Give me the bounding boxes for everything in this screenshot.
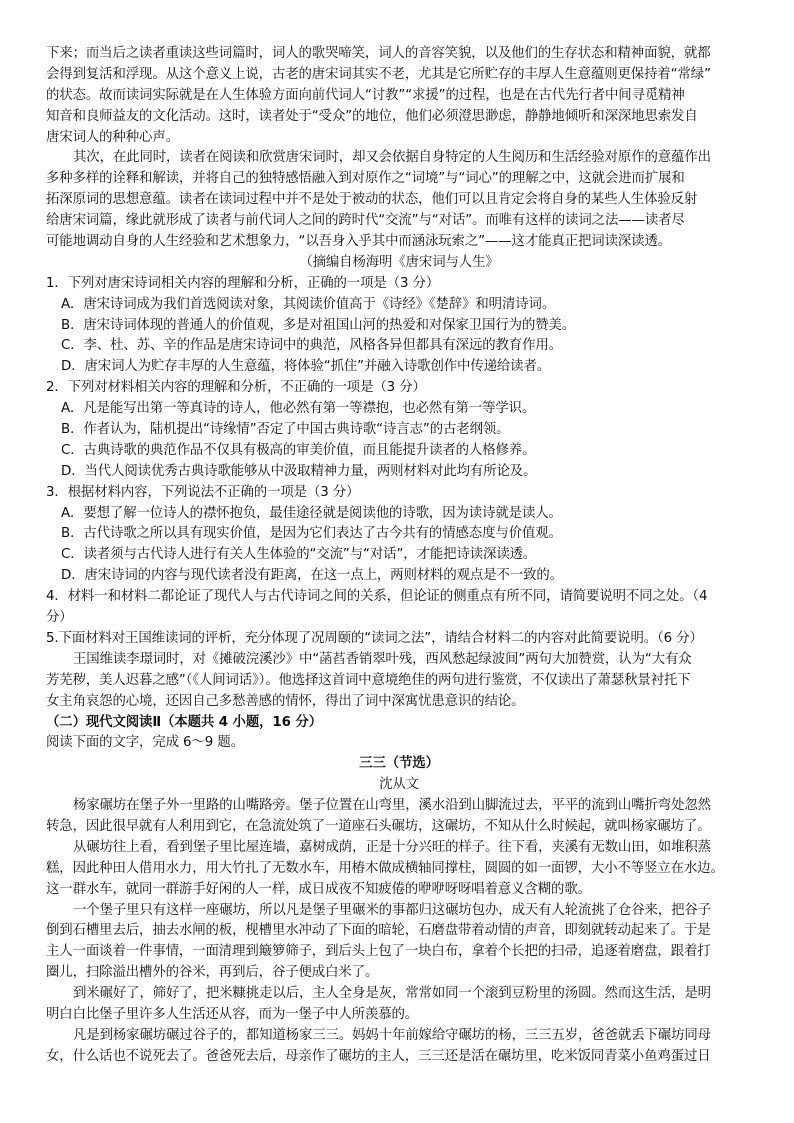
text-line: 一个堡子里只有这样一座碾坊，所以凡是堡子里碾米的事都归这碾坊包办，成天有人轮流挑了仓谷来，把谷子	[73, 902, 711, 918]
text-line: A．凡是能写出第一等真诗的诗人，他必然有第一等襟抱，也必然有第一等学识。	[61, 401, 536, 417]
text-line: 沈从文	[379, 777, 419, 793]
text-line: 拓深原词的思想意蕴。读者在读词过程中并不是处于被动的状态，他们可以且肯定会将自身的某些人生体验反射	[46, 192, 698, 208]
text-line: 主人一面谈着一件事情，一面清理到簸箩筛子，到后头上包了一块白布，拿着个长把的扫帚，追逐着磨盘，跟着打	[46, 944, 711, 960]
text-line: 其次，在此同时，读者在阅读和欣赏唐宋词时，却又会依据自身特定的人生阅历和生活经验对原作的意蕴作出	[73, 150, 711, 166]
text-line: 王国维读李璟词时，对《摊破浣溪沙》中“菡萏香销翠叶残，西风愁起绿波间”两句大加赞赏，认为“大有众	[73, 651, 692, 667]
text-line: （二）现代文阅读Ⅱ（本题共 4 小题，16 分）	[46, 714, 322, 730]
text-line: 倒到石槽里去后，抽去水闸的板，枧槽里水冲动了下面的暗轮，石磨盘带着动情的声音，即刻就转动起来了。于是	[46, 923, 711, 939]
text-line: 杨家碾坊在堡子外一里路的山嘴路旁。堡子位置在山弯里，溪水沿到山脚流过去，平平的流到山嘴折弯处忽然	[73, 798, 711, 814]
text-line: 女主角哀怨的心境，还因自己多愁善感的情怀，得出了词中深寓忧患意识的结论。	[46, 693, 525, 709]
text-line: 3．根据材料内容，下列说法不正确的一项是（3 分）	[46, 484, 360, 500]
text-line: 的状态。故而读词实际就是在人生体验方面向前代词人“讨教”“求援”的过程，也是在古代先行者中间寻觅精神	[46, 87, 685, 103]
text-line: 可能地调动自身的人生经验和艺术想象力，“以吾身入乎其中而涵泳玩索之”——这才能真正把词读深读透。	[46, 234, 672, 250]
text-line: 知音和良师益友的文化活动。这时，读者处于“受众”的地位，他们必须澄思渺虑，静静地倾听和深深地思索发自	[46, 108, 698, 124]
text-line: 2．下列对材料相关内容的理解和分析，不正确的一项是（3 分）	[46, 380, 426, 396]
text-line: B．古代诗歌之所以具有现实价值，是因为它们表达了古今共有的情感态度与价值观。	[61, 526, 562, 542]
text-line: 芳芜秽，美人迟暮之感”（《人间词话》）。他选择这首词中意境绝佳的两句进行鉴赏，不仅读出了萧瑟秋景衬托下	[46, 672, 691, 688]
text-line: （摘编自杨海明《唐宋词与人生》	[299, 254, 499, 270]
document-page	[46, 44, 752, 1068]
text-line: 5.下面材料对王国维读词的评析，充分体现了况周颐的“读词之法”，请结合材料二的内容对此简要说明。（6 分）	[46, 630, 703, 646]
text-line: D．唐宋词人为贮存丰厚的人生意蕴，将体验“抓住”并融入诗歌创作中传递给读者。	[61, 359, 551, 375]
text-line: 这一群水车，就同一群游手好闲的人一样，成日成夜不知疲倦的咿咿呀呀唱着意义含糊的歌。	[46, 881, 591, 897]
text-line: 4．材料一和材料二都论证了现代人与古代诗词之间的关系，但论证的侧重点有所不同，请简要说明不同之处。（4	[46, 589, 708, 605]
text-line: C．李、杜、苏、辛的作品是唐宋诗词中的典范，风格各异但都具有深远的教育作用。	[61, 338, 563, 354]
text-line: 明白白比堡子里许多人生活还从容，而为一堡子中人所羡慕的。	[46, 1006, 419, 1022]
text-line: 下来；而当后之读者重读这些词篇时，词人的歌哭啼笑，词人的音容笑貌，以及他们的生存状态和精神面貌，就都	[46, 46, 711, 61]
text-line: B．作者认为，陆机提出“诗缘情”否定了中国古典诗歌“诗言志”的古老纲领。	[61, 422, 510, 438]
text-line: 阅读下面的文字，完成 6～9 题。	[46, 735, 244, 751]
text-line: 1．下列对唐宋诗词相关内容的理解和分析，正确的一项是（3 分）	[46, 275, 440, 291]
text-line: 唐宋词人的种种心声。	[46, 129, 179, 145]
text-line: 到米碾好了，筛好了，把米糠挑走以后，主人全身是灰，常常如同一个滚到豆粉里的汤圆。然而这生活，是明	[73, 986, 711, 1002]
text-line: D．唐宋诗词的内容与现代读者没有距离，在这一点上，两则材料的观点是不一致的。	[61, 568, 563, 584]
text-line: 女，什么话也不说死去了。爸爸死去后，母亲作了碾坊的主人，三三还是活在碾坊里，吃米饭同青菜小鱼鸡蛋过日	[46, 1048, 711, 1064]
text-line: 会得到复活和浮现。从这个意义上说，古老的唐宋词其实不老，尤其是它所贮存的丰厚人生意蕴则更保持着“常绿”	[46, 66, 711, 82]
text-line: C．读者须与古代诗人进行有关人生体验的“交流”与“对话”，才能把诗读深读透。	[61, 547, 537, 563]
text-line: 三三（节选）	[359, 756, 439, 772]
text-line: 分）	[46, 610, 73, 626]
text-line: C．古典诗歌的典范作品不仅具有极高的审美价值，而且能提升读者的人格修养。	[61, 442, 536, 458]
text-line: 给唐宋词篇，缘此就形成了读者与前代词人之间的跨时代“交流”与“对话”。而唯有这样的读词之法——读者尽	[46, 213, 685, 229]
text-line: 多种多样的诠释和解读，并将自己的独特感悟融入到对原作之“词境”与“词心”的理解之中，这就会进而扩展和	[46, 171, 685, 187]
text-line: 圈儿，扫除溢出槽外的谷米，再到后，谷子便成白米了。	[46, 965, 379, 981]
text-line: A．要想了解一位诗人的襟怀抱负，最佳途径就是阅读他的诗歌，因为读诗就是读人。	[61, 505, 562, 521]
text-line: 糕，因此种田人借用水力，用大竹扎了无数水车，用椿木做成横轴同撑柱，圆圆的如一面锣，大小不等竖立在水边。	[46, 860, 724, 876]
text-line: 凡是到杨家碾坊碾过谷子的，都知道杨家三三。妈妈十年前嫁给守碾坊的杨，三三五岁，爸爸就丢下碾坊同母	[73, 1027, 711, 1043]
text-line: B．唐宋诗词体现的普通人的价值观，多是对祖国山河的热爱和对保家卫国行为的赞美。	[61, 317, 576, 333]
text-line: A．唐宋诗词成为我们首选阅读对象，其阅读价值高于《诗经》《楚辞》和明清诗词。	[61, 296, 556, 312]
text-line: 转急，因此很早就有人利用到它，在急流处筑了一道座石头碾坊，这碾坊，不知从什么时候起，就叫杨家碾坊了。	[46, 818, 711, 834]
text-line: D．当代人阅读优秀古典诗歌能够从中汲取精神力量，两则材料对此均有所论及。	[61, 463, 537, 479]
text-line: 从碾坊往上看，看到堡子里比屋连墙，嘉树成荫，正是十分兴旺的样子。往下看，夹溪有无数山田，如堆积蒸	[73, 839, 711, 855]
